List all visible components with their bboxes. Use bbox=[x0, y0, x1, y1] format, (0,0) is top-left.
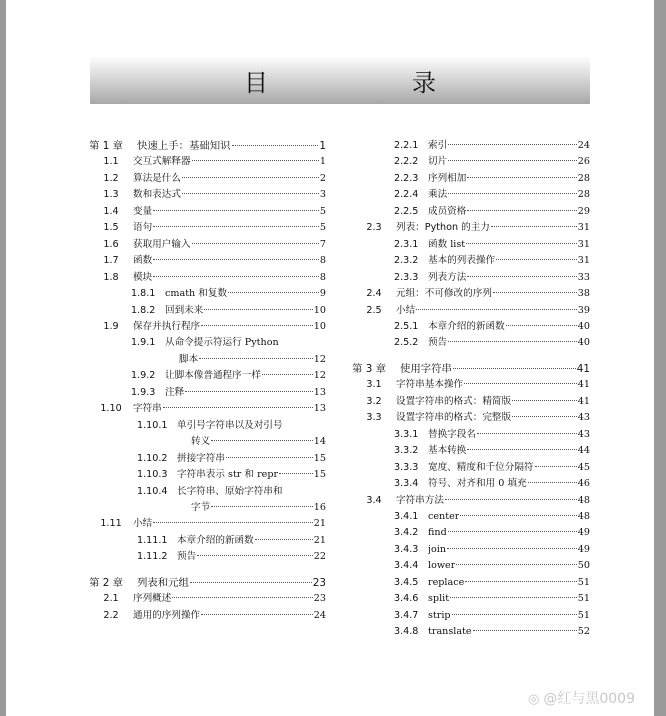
toc-entry-title: lower bbox=[428, 560, 456, 572]
toc-entry-number: 2.2.3 bbox=[394, 172, 419, 184]
toc-leader-dots bbox=[279, 473, 313, 474]
toc-entry-number: 1.9 bbox=[103, 320, 119, 332]
toc-entry-title: 元组：不可修改的序列 bbox=[396, 288, 492, 300]
toc-entry-number: 2.5.1 bbox=[394, 320, 419, 332]
toc-entry bbox=[352, 253, 590, 269]
toc-entry-number: 1.5 bbox=[103, 222, 119, 234]
toc-leader-dots bbox=[197, 555, 313, 556]
toc-entry bbox=[89, 418, 326, 434]
toc-entry-title: 乘法 bbox=[428, 189, 448, 201]
toc-entry bbox=[89, 154, 326, 170]
toc-entry bbox=[352, 460, 590, 476]
toc-entry bbox=[89, 220, 326, 236]
toc-entry bbox=[89, 434, 326, 450]
toc-entry bbox=[352, 542, 590, 558]
toc-entry-number: 1.7 bbox=[103, 255, 119, 267]
toc-entry-title: 通用的序列操作 bbox=[133, 609, 201, 621]
toc-page-number: 41 bbox=[577, 395, 590, 407]
toc-page-number: 39 bbox=[577, 304, 590, 316]
toc-entry-number: 3.4.7 bbox=[394, 609, 419, 621]
toc-entry-number: 1.11 bbox=[100, 518, 122, 530]
toc-entry-title: 长字符串、原始字符串和 bbox=[177, 485, 283, 497]
toc-entry-title: 替换字段名 bbox=[428, 428, 476, 440]
toc-entry bbox=[89, 303, 326, 319]
toc-page-number: 1 bbox=[319, 156, 326, 168]
toc-page-number: 12 bbox=[313, 370, 326, 382]
toc-entry-title: find bbox=[428, 527, 447, 539]
toc-entry-title: 本章介绍的新函数 bbox=[177, 534, 254, 546]
toc-entry-title: split bbox=[428, 593, 450, 605]
toc-entry-number: 2.2 bbox=[103, 609, 119, 621]
toc-entry-number: 2.2.2 bbox=[394, 156, 419, 168]
toc-entry-number: 2.2.4 bbox=[394, 189, 419, 201]
toc-leader-dots bbox=[226, 457, 313, 458]
toc-page-number: 22 bbox=[313, 551, 326, 563]
toc-entry bbox=[352, 443, 590, 459]
toc-entry bbox=[89, 500, 326, 516]
toc-page-number: 24 bbox=[313, 609, 326, 621]
toc-entry bbox=[352, 575, 590, 591]
toc-entry-title: 字符串表示 str 和 repr bbox=[177, 469, 279, 481]
toc-leader-dots bbox=[192, 160, 319, 161]
toc-leader-dots bbox=[467, 276, 576, 277]
toc-entry bbox=[89, 270, 326, 286]
toc-page-number: 10 bbox=[313, 304, 326, 316]
toc-page-number: 15 bbox=[313, 469, 326, 481]
toc-entry-title: 单引号字符串以及对引号 bbox=[177, 419, 283, 431]
toc-entry bbox=[352, 410, 590, 426]
toc-leader-dots bbox=[172, 597, 312, 598]
toc-page-number: 45 bbox=[577, 461, 590, 473]
toc-entry-title: center bbox=[428, 510, 460, 522]
toc-leader-dots bbox=[447, 548, 577, 549]
toc-page-number: 28 bbox=[577, 189, 590, 201]
toc-entry bbox=[89, 237, 326, 253]
toc-leader-dots bbox=[204, 309, 312, 310]
toc-entry bbox=[352, 608, 590, 624]
toc-entry-title: strip bbox=[428, 609, 451, 621]
toc-entry bbox=[352, 558, 590, 574]
toc-leader-dots bbox=[190, 582, 312, 583]
toc-page-number: 31 bbox=[577, 255, 590, 267]
toc-leader-dots bbox=[493, 292, 577, 293]
toc-entry bbox=[352, 476, 590, 492]
toc-entry-title: 保存并执行程序 bbox=[133, 320, 201, 332]
toc-leader-dots bbox=[163, 407, 313, 408]
toc-leader-dots bbox=[464, 383, 577, 384]
toc-entry bbox=[89, 549, 326, 565]
toc-entry bbox=[89, 187, 326, 203]
toc-page-number: 15 bbox=[313, 452, 326, 464]
toc-chapter-entry bbox=[89, 138, 326, 154]
toc-page-number: 21 bbox=[313, 518, 326, 530]
toc-entry-title: 字符串基本操作 bbox=[396, 379, 464, 391]
toc-page-number: 40 bbox=[577, 320, 590, 332]
toc-entry-title: translate bbox=[428, 626, 472, 638]
toc-page-number: 51 bbox=[577, 609, 590, 621]
toc-page-number: 5 bbox=[319, 205, 326, 217]
toc-entry-title: 成员资格 bbox=[428, 205, 467, 217]
toc-entry-number: 2.3 bbox=[366, 222, 382, 234]
toc-leader-dots bbox=[467, 449, 576, 450]
toc-entry-number: 2.2.1 bbox=[394, 140, 419, 151]
toc-page-number: 52 bbox=[577, 626, 590, 638]
weibo-icon: ◎ bbox=[528, 692, 540, 707]
toc-entry bbox=[89, 171, 326, 187]
toc-page-number: 7 bbox=[319, 238, 326, 250]
toc-page-number: 29 bbox=[577, 205, 590, 217]
document-page bbox=[6, 0, 654, 716]
toc-spacer bbox=[352, 352, 590, 361]
toc-page-number: 33 bbox=[577, 271, 590, 283]
toc-entry bbox=[89, 319, 326, 335]
toc-leader-dots bbox=[192, 243, 319, 244]
toc-leader-dots bbox=[466, 243, 577, 244]
watermark bbox=[528, 688, 635, 708]
toc-entry-title: 切片 bbox=[428, 156, 448, 168]
toc-entry-number: 1.10.1 bbox=[137, 419, 168, 431]
toc-page-number: 26 bbox=[577, 156, 590, 168]
toc-leader-dots bbox=[467, 210, 576, 211]
toc-entry-number: 2.5 bbox=[366, 304, 382, 316]
toc-page-number: 28 bbox=[577, 172, 590, 184]
toc-entry-number: 3.4.5 bbox=[394, 576, 419, 588]
toc-page-number: 41 bbox=[577, 379, 590, 391]
toc-entry-number: 3.3.2 bbox=[394, 445, 419, 457]
toc-entry-title: 字节 bbox=[191, 501, 211, 513]
toc-page-number: 49 bbox=[577, 543, 590, 555]
toc-page-number: 24 bbox=[577, 140, 590, 151]
toc-leader-dots bbox=[182, 177, 319, 178]
toc-leader-dots bbox=[496, 259, 577, 260]
toc-leader-dots bbox=[465, 581, 577, 582]
toc-entry-title: 模块 bbox=[133, 271, 153, 283]
toc-entry bbox=[89, 401, 326, 417]
toc-page-number: 12 bbox=[313, 353, 326, 365]
toc-leader-dots bbox=[228, 292, 319, 293]
toc-leader-dots bbox=[452, 614, 577, 615]
toc-left-column bbox=[89, 138, 326, 624]
toc-leader-dots bbox=[153, 210, 319, 211]
toc-entry-title: 数和表达式 bbox=[133, 189, 181, 201]
toc-entry-title: 获取用户输入 bbox=[133, 238, 191, 250]
toc-entry bbox=[352, 525, 590, 541]
toc-entry bbox=[352, 204, 590, 220]
toc-leader-dots bbox=[512, 400, 577, 401]
toc-entry-number: 3.4.4 bbox=[394, 560, 419, 572]
toc-entry-number: 1.11.1 bbox=[137, 534, 168, 546]
toc-entry-title: 设置字符串的格式：精简版 bbox=[396, 395, 512, 407]
toc-page-number: 46 bbox=[577, 478, 590, 490]
toc-entry bbox=[89, 335, 326, 351]
toc-page-number: 5 bbox=[319, 222, 326, 234]
toc-page-number: 13 bbox=[313, 386, 326, 398]
toc-entry bbox=[89, 516, 326, 532]
toc-entry bbox=[352, 154, 590, 170]
toc-entry-number: 第 1 章 bbox=[89, 140, 123, 152]
toc-entry bbox=[352, 237, 590, 253]
toc-entry-number: 2.2.5 bbox=[394, 205, 419, 217]
toc-page-number: 14 bbox=[313, 436, 326, 448]
toc-entry-number: 2.3.3 bbox=[394, 271, 419, 283]
toc-page-number: 16 bbox=[313, 501, 326, 513]
toc-entry bbox=[352, 138, 590, 154]
toc-page-number: 48 bbox=[577, 510, 590, 522]
toc-entry bbox=[352, 220, 590, 236]
toc-entry bbox=[352, 270, 590, 286]
toc-entry bbox=[352, 303, 590, 319]
toc-chapter-entry bbox=[89, 575, 326, 591]
toc-entry bbox=[89, 368, 326, 384]
toc-leader-dots bbox=[460, 515, 576, 516]
toc-entry-number: 1.2 bbox=[103, 172, 119, 184]
toc-entry-number: 1.11.2 bbox=[137, 551, 168, 563]
toc-entry-title: 预告 bbox=[177, 551, 197, 563]
toc-page-number: 48 bbox=[577, 494, 590, 506]
toc-leader-dots bbox=[211, 440, 313, 441]
toc-leader-dots bbox=[153, 259, 319, 260]
toc-leader-dots bbox=[201, 614, 313, 615]
toc-page-number: 50 bbox=[577, 560, 590, 572]
toc-page-number: 41 bbox=[576, 362, 590, 375]
toc-entry-number: 3.4.3 bbox=[394, 543, 419, 555]
toc-entry-title: replace bbox=[428, 576, 465, 588]
toc-entry-number: 3.4.8 bbox=[394, 626, 419, 638]
toc-entry-title: 列表方法 bbox=[428, 271, 467, 283]
toc-entry bbox=[89, 385, 326, 401]
toc-leader-dots bbox=[448, 144, 577, 145]
toc-entry-title: 基本转换 bbox=[428, 445, 467, 457]
toc-leader-dots bbox=[453, 368, 576, 369]
toc-entry-number: 1.3 bbox=[103, 189, 119, 201]
watermark-text: @红与黑0009 bbox=[543, 691, 635, 707]
toc-page-number: 9 bbox=[319, 288, 326, 300]
toc-entry bbox=[89, 204, 326, 220]
toc-leader-dots bbox=[416, 309, 577, 310]
toc-leader-dots bbox=[448, 341, 577, 342]
toc-entry-title: 回到未来 bbox=[165, 304, 204, 316]
toc-title-band bbox=[90, 56, 590, 104]
toc-entry bbox=[352, 335, 590, 351]
toc-leader-dots bbox=[262, 374, 313, 375]
toc-page-number: 31 bbox=[577, 222, 590, 234]
toc-entry-title: 基本的列表操作 bbox=[428, 255, 496, 267]
toc-entry-title: 语句 bbox=[133, 222, 153, 234]
toc-entry bbox=[89, 484, 326, 500]
toc-page-number: 43 bbox=[577, 428, 590, 440]
toc-entry-number: 2.5.2 bbox=[394, 337, 419, 349]
toc-entry-title: 注释 bbox=[165, 386, 185, 398]
toc-entry-title: 序列相加 bbox=[428, 172, 467, 184]
toc-leader-dots bbox=[528, 482, 577, 483]
toc-entry bbox=[352, 427, 590, 443]
toc-entry-title: 从命令提示符运行 Python bbox=[165, 337, 279, 349]
toc-entry-number: 1.4 bbox=[103, 205, 119, 217]
toc-entry-number: 1.10 bbox=[100, 403, 122, 415]
toc-entry bbox=[89, 451, 326, 467]
toc-page-number: 38 bbox=[577, 288, 590, 300]
toc-entry-title: 小结 bbox=[396, 304, 416, 316]
toc-entry-title: 函数 bbox=[133, 255, 153, 267]
toc-entry-title: 列表：Python 的主力 bbox=[396, 222, 490, 234]
toc-leader-dots bbox=[185, 391, 313, 392]
toc-entry-title: 使用字符串 bbox=[400, 362, 452, 375]
toc-page-number: 51 bbox=[577, 576, 590, 588]
toc-entry bbox=[352, 171, 590, 187]
toc-entry-title: 符号、对齐和用 0 填充 bbox=[428, 478, 527, 490]
toc-entry-number: 3.3.3 bbox=[394, 461, 419, 473]
toc-entry-number: 1.6 bbox=[103, 238, 119, 250]
toc-entry bbox=[89, 591, 326, 607]
toc-spacer bbox=[89, 566, 326, 575]
toc-entry-title: 拼接字符串 bbox=[177, 452, 225, 464]
toc-entry-number: 3.3.4 bbox=[394, 478, 419, 490]
toc-entry-number: 3.1 bbox=[366, 379, 382, 391]
toc-entry-title: 变量 bbox=[133, 205, 153, 217]
toc-entry bbox=[352, 187, 590, 203]
toc-entry-title: 函数 list bbox=[428, 238, 466, 250]
toc-entry-title: 交互式解释器 bbox=[133, 156, 191, 168]
toc-entry-number: 1.9.3 bbox=[131, 386, 156, 398]
toc-entry bbox=[89, 467, 326, 483]
toc-entry-title: 字符串方法 bbox=[396, 494, 444, 506]
toc-leader-dots bbox=[211, 506, 313, 507]
toc-entry-number: 2.3.2 bbox=[394, 255, 419, 267]
toc-entry-title: 列表和元组 bbox=[137, 576, 189, 589]
toc-page-number: 21 bbox=[313, 534, 326, 546]
toc-leader-dots bbox=[491, 226, 577, 227]
toc-entry bbox=[352, 286, 590, 302]
toc-leader-dots bbox=[153, 276, 319, 277]
toc-page-number: 8 bbox=[319, 271, 326, 283]
toc-entry bbox=[89, 253, 326, 269]
toc-entry bbox=[352, 493, 590, 509]
toc-entry bbox=[352, 509, 590, 525]
toc-entry-title: 字符串 bbox=[133, 403, 162, 415]
toc-entry-number: 第 2 章 bbox=[89, 576, 123, 589]
toc-entry bbox=[89, 352, 326, 368]
toc-page-number: 31 bbox=[577, 238, 590, 250]
toc-entry-number: 1.10.4 bbox=[137, 485, 168, 497]
toc-page-number: 44 bbox=[577, 445, 590, 457]
toc-entry bbox=[89, 608, 326, 624]
toc-leader-dots bbox=[153, 226, 319, 227]
toc-entry-title: 预告 bbox=[428, 337, 448, 349]
toc-leader-dots bbox=[153, 522, 313, 523]
toc-entry bbox=[352, 394, 590, 410]
toc-entry-number: 1.10.3 bbox=[137, 469, 168, 481]
toc-entry bbox=[352, 319, 590, 335]
toc-leader-dots bbox=[448, 193, 577, 194]
toc-page-number: 13 bbox=[313, 403, 326, 415]
toc-right-column bbox=[352, 138, 590, 641]
toc-page-number: 10 bbox=[313, 320, 326, 332]
toc-leader-dots bbox=[477, 433, 577, 434]
toc-entry-title: 转义 bbox=[191, 436, 211, 448]
toc-leader-dots bbox=[456, 564, 576, 565]
toc-entry-number: 1.8.1 bbox=[131, 288, 156, 300]
toc-page-number: 43 bbox=[577, 412, 590, 424]
toc-page-number: 40 bbox=[577, 337, 590, 349]
toc-entry-number: 3.2 bbox=[366, 395, 382, 407]
toc-entry-number: 2.1 bbox=[103, 593, 119, 605]
toc-entry bbox=[352, 624, 590, 640]
toc-entry-number: 1.10.2 bbox=[137, 452, 168, 464]
toc-leader-dots bbox=[182, 193, 319, 194]
toc-leader-dots bbox=[535, 466, 577, 467]
toc-entry-title: 小结 bbox=[133, 518, 153, 530]
toc-entry-title: 算法是什么 bbox=[133, 172, 181, 184]
toc-leader-dots bbox=[199, 358, 313, 359]
toc-entry-title: 快速上手：基础知识 bbox=[137, 140, 231, 152]
toc-title: 目 录 bbox=[244, 68, 496, 97]
toc-entry-number: 第 3 章 bbox=[352, 362, 386, 375]
toc-entry-number: 3.3 bbox=[366, 412, 382, 424]
toc-leader-dots bbox=[467, 177, 576, 178]
toc-entry-title: cmath 和复数 bbox=[165, 288, 228, 300]
toc-leader-dots bbox=[473, 630, 577, 631]
toc-entry-number: 1.9.2 bbox=[131, 370, 156, 382]
toc-page-number: 2 bbox=[319, 172, 326, 184]
toc-entry-number: 1.9.1 bbox=[131, 337, 156, 349]
toc-entry-number: 2.3.1 bbox=[394, 238, 419, 250]
toc-entry-number: 3.4.2 bbox=[394, 527, 419, 539]
toc-entry-number: 3.4 bbox=[366, 494, 382, 506]
toc-entry-number: 3.4.1 bbox=[394, 510, 419, 522]
toc-entry-number: 2.4 bbox=[366, 288, 382, 300]
toc-page-number: 3 bbox=[319, 189, 326, 201]
toc-entry-number: 1.8.2 bbox=[131, 304, 156, 316]
toc-leader-dots bbox=[445, 499, 577, 500]
toc-entry-title: 设置字符串的格式：完整版 bbox=[396, 412, 512, 424]
toc-page-number: 49 bbox=[577, 527, 590, 539]
toc-page-number: 23 bbox=[313, 593, 326, 605]
toc-page-number: 1 bbox=[319, 140, 326, 152]
toc-leader-dots bbox=[232, 145, 319, 146]
toc-leader-dots bbox=[506, 325, 577, 326]
toc-entry-title: 索引 bbox=[428, 140, 448, 151]
toc-chapter-entry bbox=[352, 361, 590, 377]
toc-page-number: 23 bbox=[312, 576, 326, 589]
toc-entry bbox=[89, 286, 326, 302]
toc-leader-dots bbox=[512, 416, 577, 417]
toc-entry-title: join bbox=[428, 543, 446, 555]
toc-leader-dots bbox=[448, 531, 577, 532]
toc-entry-number: 3.3.1 bbox=[394, 428, 419, 440]
toc-entry-title: 宽度、精度和千位分隔符 bbox=[428, 461, 534, 473]
toc-entry-title: 序列概述 bbox=[133, 593, 172, 605]
toc-leader-dots bbox=[255, 539, 313, 540]
toc-leader-dots bbox=[201, 325, 313, 326]
toc-leader-dots bbox=[450, 597, 577, 598]
toc-entry bbox=[89, 533, 326, 549]
toc-page-number: 8 bbox=[319, 255, 326, 267]
toc-page-number: 51 bbox=[577, 593, 590, 605]
toc-entry bbox=[352, 591, 590, 607]
toc-leader-dots bbox=[448, 160, 577, 161]
toc-entry-title: 本章介绍的新函数 bbox=[428, 320, 505, 332]
toc-entry-number: 1.8 bbox=[103, 271, 119, 283]
toc-entry-number: 3.4.6 bbox=[394, 593, 419, 605]
toc-entry bbox=[352, 377, 590, 393]
toc-entry-title: 脚本 bbox=[179, 353, 199, 365]
toc-entry-title: 让脚本像普通程序一样 bbox=[165, 370, 261, 382]
toc-entry-number: 1.1 bbox=[103, 156, 119, 168]
